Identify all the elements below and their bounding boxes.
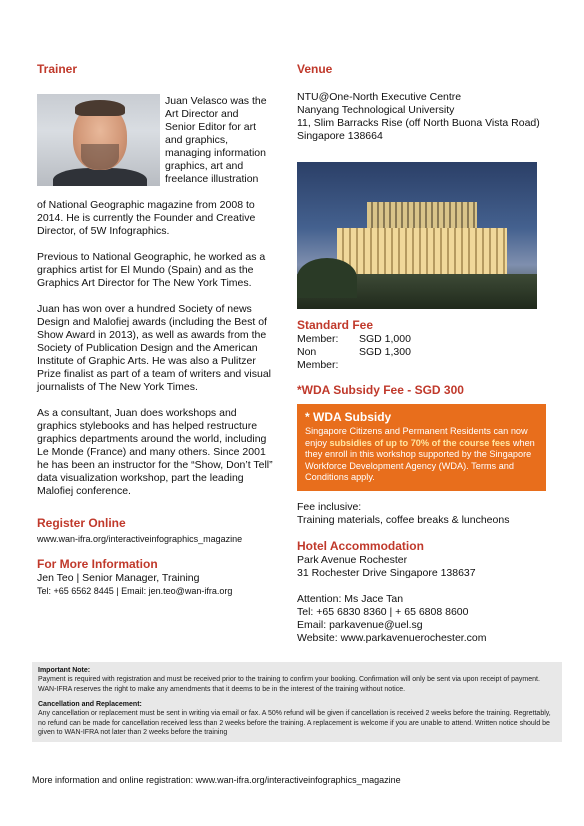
venue-photo — [297, 162, 537, 309]
trainer-intro-line: Art Director and — [165, 108, 239, 120]
fee-label: Non Member: — [297, 346, 339, 371]
register-heading: Register Online — [37, 516, 126, 530]
wda-text-after: when they enroll in this workshop supported by the Singapore Workforce Development Agency (WDA). Terms and Conditions apply. — [305, 437, 535, 482]
hotel-contact-line: Tel: +65 6830 8360 | + 65 6808 8600 — [297, 605, 469, 618]
register-section — [37, 516, 273, 545]
fee-value: SGD 1,300 — [359, 346, 411, 358]
venue-heading: Venue — [297, 62, 333, 76]
venue-line: 11, Slim Barracks Rise (off North Buona Vista Road) — [297, 117, 540, 129]
trainer-intro-line: freelance illustration — [165, 173, 259, 185]
hotel-section — [297, 539, 559, 645]
venue-line: NTU@One-North Executive Centre — [297, 91, 462, 103]
fee-value: SGD 1,000 — [359, 333, 411, 345]
hotel-line: Park Avenue Rochester — [297, 553, 408, 566]
wda-heading: *WDA Subsidy Fee - SGD 300 — [297, 383, 464, 397]
wda-text-before: Singapore Citizens and Permanent Residents can now enjoy — [305, 426, 528, 448]
more-info-phone-email[interactable]: Tel: +65 6562 8445 | Email: jen.teo@wan-ifra.org — [37, 586, 233, 596]
fee-label: Member: — [297, 333, 339, 345]
standard-fee-section — [297, 318, 559, 372]
trainer-bio-para: As a consultant, Juan does workshops and graphics stylebooks and has helped restructure graphics departments around the world, including Le Monde (France) and many others. Since 2001 he has been an instructor for the “Show, Don’t Tell” data visualization workshop, part the leading Malofiej conference. — [37, 407, 273, 497]
photo-hair — [75, 100, 125, 116]
hotel-line: 31 Rochester Drive Singapore 138637 — [297, 566, 476, 579]
cancellation-heading: Cancellation and Replacement: — [38, 701, 142, 708]
hotel-contact — [297, 593, 559, 645]
right-column — [297, 62, 559, 645]
hotel-contact-line[interactable]: Website: www.parkavenuerochester.com — [297, 631, 487, 644]
trainer-section — [37, 62, 273, 596]
photo-building-front — [337, 228, 507, 274]
fee-row-member — [297, 333, 559, 346]
fee-inclusive-section — [297, 501, 559, 527]
hotel-contact-line: Attention: Ms Jace Tan — [297, 592, 404, 605]
wda-subsidy-box — [297, 404, 546, 491]
register-url[interactable]: www.wan-ifra.org/interactiveinfographics_magazine — [37, 534, 243, 544]
photo-shirt — [53, 168, 147, 186]
notes-box — [32, 662, 562, 742]
trainer-intro — [165, 95, 277, 186]
trainer-intro-line: Senior Editor for art — [165, 121, 257, 133]
fee-row-non-member — [297, 346, 559, 372]
important-note-heading: Important Note: — [38, 667, 91, 674]
cancellation-text: Any cancellation or replacement must be sent in writing via email or fax. A 50% refund will be given if cancellation is received 2 weeks before the training. Regrettably, no refund can be made for cancellation received less than 2 weeks before the training. A replacement is welcome if you are unable to attend. Written notice should be given to WAN-IFRA not later than 2 weeks before the training — [38, 710, 551, 736]
wda-text-highlight: subsidies of up to 70% of the course fees — [329, 437, 511, 448]
venue-address — [297, 91, 559, 143]
standard-fee-heading: Standard Fee — [297, 318, 374, 332]
fee-inclusive-label: Fee inclusive: — [297, 500, 362, 513]
trainer-bio-para: Previous to National Geographic, he worked as a graphics artist for El Mundo (Spain) and as the Graphics Art Director for The New York Times. — [37, 251, 266, 289]
trainer-photo — [37, 94, 160, 186]
trainer-intro-line: and graphics, — [165, 134, 229, 146]
hotel-heading: Hotel Accommodation — [297, 538, 424, 553]
left-column — [37, 62, 273, 596]
photo-beard — [81, 144, 119, 170]
trainer-bio — [37, 199, 273, 597]
venue-line: Nanyang Technological University — [297, 104, 455, 116]
photo-trees — [297, 258, 357, 298]
more-info-section — [37, 557, 273, 597]
trainer-bio-intro: of National Geographic magazine from 2008 to 2014. He is currently the Founder and Creative Director, of 5W Infographics. — [37, 199, 256, 237]
trainer-intro-line: Juan Velasco was the — [165, 95, 267, 107]
important-note-text: Payment is required with registration and must be received prior to the training to confirm your booking. Confirmation will only be sent via upon receipt of payment. WAN-IFRA reserves the right to make any amendments that it deems to be in the interest of the training without notice. — [38, 676, 540, 693]
footer: More information and online registration: www.wan-ifra.org/interactiveinfographics_magazine — [32, 775, 401, 785]
hotel-contact-line[interactable]: Email: parkavenue@uel.sg — [297, 618, 423, 631]
wda-box-title: * WDA Subsidy — [305, 410, 392, 424]
more-info-heading: For More Information — [37, 557, 158, 571]
wda-box-text — [305, 426, 538, 484]
trainer-intro-line: managing information — [165, 147, 266, 159]
trainer-heading: Trainer — [37, 62, 78, 76]
trainer-bio-para: Juan has won over a hundred Society of news Design and Malofiej awards (including the Best of Show Award in 2013), as well as awards from the Society of Publication Design and the American Institute of Graphic Arts. He was also a Pulitzer Prize finalist as part of a team of writers and visual journalists of The New York Times. — [37, 303, 272, 393]
venue-line: Singapore 138664 — [297, 130, 383, 142]
more-info-contact: Jen Teo | Senior Manager, Training — [37, 572, 200, 584]
fee-inclusive-text: Training materials, coffee breaks & luncheons — [297, 513, 510, 526]
trainer-intro-line: graphics, art and — [165, 160, 244, 172]
